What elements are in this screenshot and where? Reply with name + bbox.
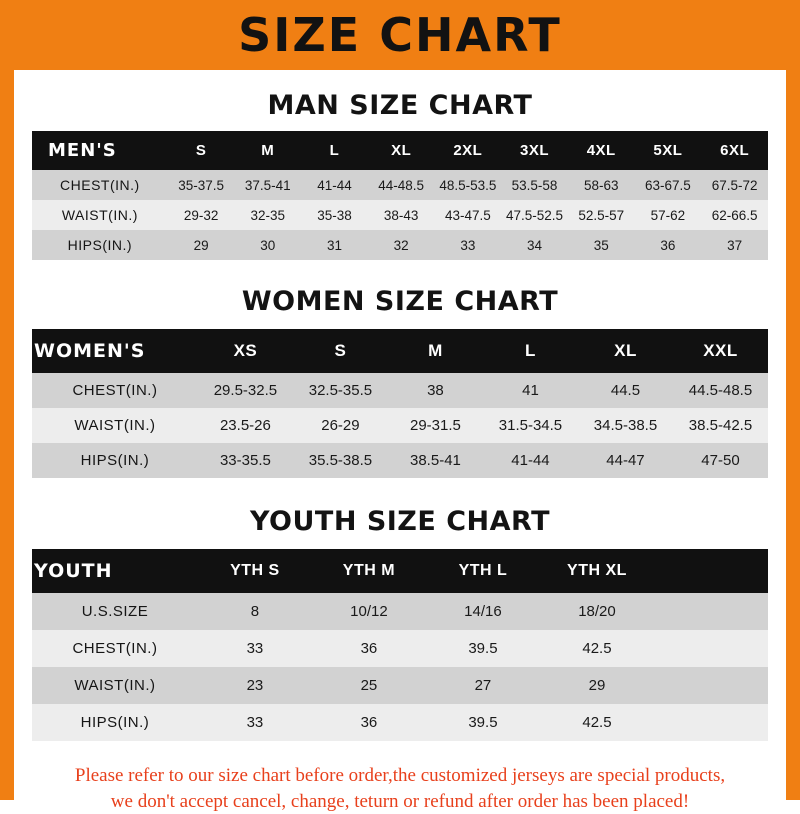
table-cell: 58-63 [568, 170, 635, 200]
column-header: YTH M [342, 562, 396, 579]
column-header: 4XL [586, 142, 616, 159]
table-row [32, 230, 768, 260]
table-cell: 29 [168, 230, 235, 260]
table-cell: 63-67.5 [635, 170, 702, 200]
table-cell: 33 [198, 630, 312, 667]
table-cell: 29-32 [168, 200, 235, 230]
table-cell: 14/16 [426, 593, 540, 630]
table-cell: 31.5-34.5 [483, 408, 578, 443]
column-header: YTH S [230, 562, 280, 579]
page-banner [14, 0, 786, 70]
column-header: M [428, 341, 443, 360]
table-cell: 37 [701, 230, 768, 260]
table-cell: 42.5 [540, 704, 654, 741]
table-cell: 33 [435, 230, 502, 260]
table-cell [654, 593, 768, 630]
column-header: L [525, 341, 536, 360]
table-cell: 35.5-38.5 [293, 443, 388, 478]
table-row [32, 200, 768, 230]
column-header: 2XL [453, 142, 483, 159]
table-cell: 41-44 [301, 170, 368, 200]
table-cell: 32 [368, 230, 435, 260]
column-header: L [329, 142, 340, 159]
table-cell: 44-47 [578, 443, 673, 478]
table-cell: 23.5-26 [198, 408, 293, 443]
table-cell: 37.5-41 [234, 170, 301, 200]
table-cell: 33 [198, 704, 312, 741]
man-section-title: MAN SIZE CHART [267, 90, 533, 121]
table-row [32, 170, 768, 200]
table-cell: 41 [483, 373, 578, 408]
row-label: CHEST(IN.) [32, 630, 198, 667]
column-header [654, 549, 768, 593]
notice-line-2: we don't accept cancel, change, teturn or refund after order has been placed! [110, 790, 690, 812]
row-label: HIPS(IN.) [32, 230, 168, 260]
table-row [32, 373, 768, 408]
table-cell [654, 667, 768, 704]
column-header: XL [391, 142, 412, 159]
youth-size-table [32, 549, 768, 741]
table-header-row [32, 329, 768, 373]
table-cell: 41-44 [483, 443, 578, 478]
column-header: MEN'S [48, 140, 117, 161]
row-label: HIPS(IN.) [32, 443, 198, 478]
column-header: YTH L [458, 562, 508, 579]
table-cell: 34.5-38.5 [578, 408, 673, 443]
table-row [32, 408, 768, 443]
column-header: XXL [703, 341, 738, 360]
women-section-title: WOMEN SIZE CHART [241, 286, 559, 317]
row-label: WAIST(IN.) [32, 667, 198, 704]
table-cell: 25 [312, 667, 426, 704]
table-cell: 35 [568, 230, 635, 260]
table-cell: 42.5 [540, 630, 654, 667]
column-header: M [261, 142, 275, 159]
column-header: S [334, 341, 347, 360]
column-header: 3XL [520, 142, 550, 159]
page-title: SIZE CHART [238, 8, 562, 62]
table-cell: 38-43 [368, 200, 435, 230]
table-row [32, 667, 768, 704]
table-header-row [32, 131, 768, 170]
column-header: XL [614, 341, 637, 360]
table-cell: 31 [301, 230, 368, 260]
column-header: YTH XL [567, 562, 627, 579]
table-cell: 47.5-52.5 [501, 200, 568, 230]
table-cell [654, 704, 768, 741]
table-cell: 44.5-48.5 [673, 373, 768, 408]
table-cell: 34 [501, 230, 568, 260]
column-header: 5XL [653, 142, 683, 159]
table-row [32, 704, 768, 741]
table-cell: 18/20 [540, 593, 654, 630]
table-cell: 32.5-35.5 [293, 373, 388, 408]
table-cell: 36 [312, 704, 426, 741]
man-size-table [32, 131, 768, 260]
chart-content [14, 90, 786, 814]
column-header: XS [233, 341, 258, 360]
column-header: WOMEN'S [34, 340, 146, 362]
table-cell: 52.5-57 [568, 200, 635, 230]
table-cell: 32-35 [234, 200, 301, 230]
table-header-row [32, 549, 768, 593]
table-cell: 23 [198, 667, 312, 704]
table-cell: 43-47.5 [435, 200, 502, 230]
table-cell: 38.5-42.5 [673, 408, 768, 443]
table-cell: 29-31.5 [388, 408, 483, 443]
table-cell: 38.5-41 [388, 443, 483, 478]
table-row [32, 443, 768, 478]
table-cell: 44.5 [578, 373, 673, 408]
table-cell: 29 [540, 667, 654, 704]
table-row [32, 593, 768, 630]
row-label: CHEST(IN.) [32, 170, 168, 200]
table-cell: 35-37.5 [168, 170, 235, 200]
table-cell: 38 [388, 373, 483, 408]
table-cell: 47-50 [673, 443, 768, 478]
column-header: 6XL [720, 142, 750, 159]
row-label: WAIST(IN.) [32, 408, 198, 443]
table-cell: 30 [234, 230, 301, 260]
row-label: U.S.SIZE [32, 593, 198, 630]
column-header: S [195, 142, 207, 159]
row-label: CHEST(IN.) [32, 373, 198, 408]
column-header: YOUTH [34, 560, 113, 582]
table-cell: 62-66.5 [701, 200, 768, 230]
table-cell: 8 [198, 593, 312, 630]
table-cell: 48.5-53.5 [435, 170, 502, 200]
row-label: WAIST(IN.) [32, 200, 168, 230]
table-cell: 44-48.5 [368, 170, 435, 200]
table-cell: 35-38 [301, 200, 368, 230]
order-notice [32, 763, 768, 814]
table-cell [654, 630, 768, 667]
row-label: HIPS(IN.) [32, 704, 198, 741]
women-size-table [32, 329, 768, 478]
table-cell: 33-35.5 [198, 443, 293, 478]
table-cell: 10/12 [312, 593, 426, 630]
table-cell: 53.5-58 [501, 170, 568, 200]
notice-line-1: Please refer to our size chart before order,the customized jerseys are special products, [74, 765, 726, 786]
table-cell: 36 [312, 630, 426, 667]
table-cell: 39.5 [426, 630, 540, 667]
table-cell: 36 [635, 230, 702, 260]
table-cell: 29.5-32.5 [198, 373, 293, 408]
table-cell: 27 [426, 667, 540, 704]
table-cell: 39.5 [426, 704, 540, 741]
table-cell: 26-29 [293, 408, 388, 443]
youth-section-title: YOUTH SIZE CHART [249, 506, 551, 537]
table-cell: 57-62 [635, 200, 702, 230]
table-row [32, 630, 768, 667]
table-cell: 67.5-72 [701, 170, 768, 200]
